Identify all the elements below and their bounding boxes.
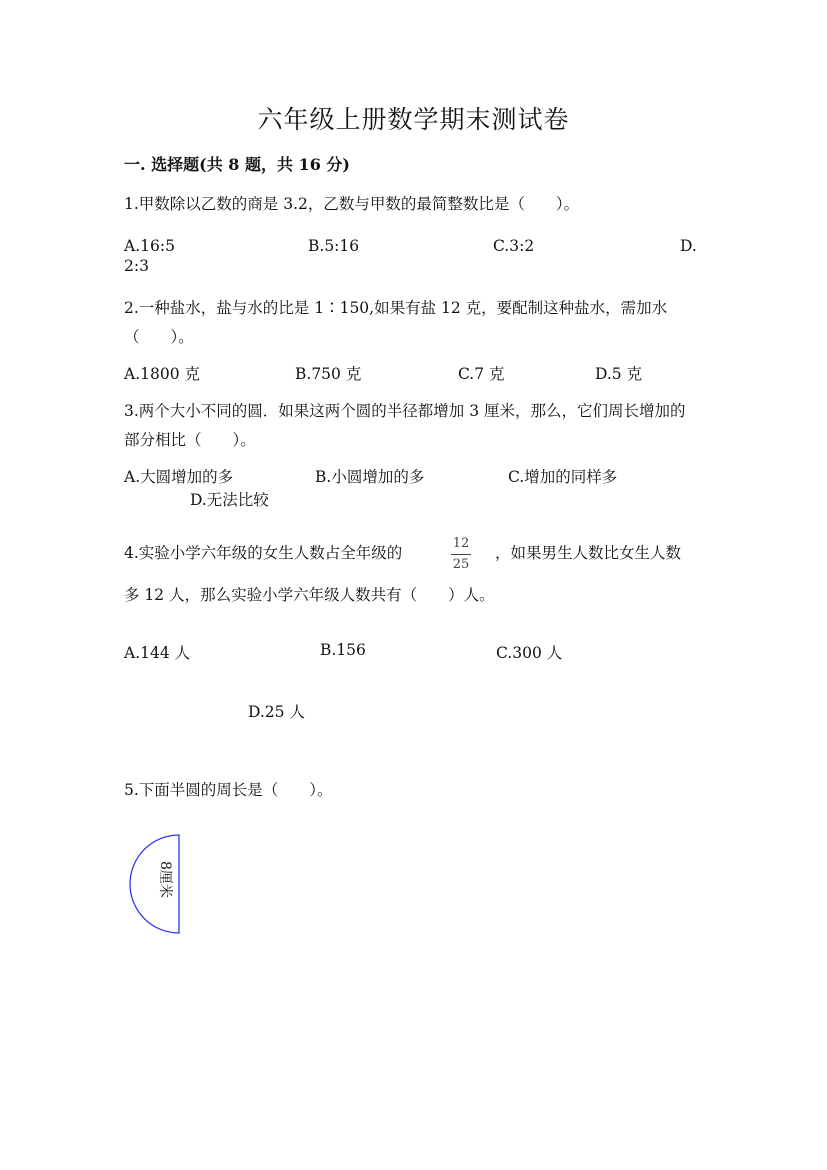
question-2-option-d[interactable]: D.5 克	[595, 365, 643, 383]
semicircle-figure	[125, 832, 185, 940]
question-1-option-d-value: 2:3	[124, 257, 149, 275]
question-3-option-d[interactable]: D.无法比较	[190, 491, 269, 509]
question-2-option-a[interactable]: A.1800 克	[124, 365, 200, 383]
question-1-option-b[interactable]: B.5:16	[308, 237, 360, 255]
question-4-fraction	[449, 536, 473, 573]
section-heading: 一. 选择题(共 8 题，共 16 分)	[124, 155, 350, 174]
question-1-option-c[interactable]: C.3:2	[493, 237, 535, 255]
semicircle-diameter-label: 8厘米	[157, 861, 173, 898]
question-2-option-c[interactable]: C.7 克	[458, 365, 505, 383]
question-4-option-b[interactable]: B.156	[320, 641, 366, 659]
question-4-stem-part1: 4.实验小学六年级的女生人数占全年级的	[124, 544, 403, 562]
fraction-bar	[451, 554, 471, 555]
question-1-stem: 1.甲数除以乙数的商是 3.2，乙数与甲数的最简整数比是（ ）。	[124, 195, 580, 213]
question-4-option-c[interactable]: C.300 人	[496, 644, 563, 662]
question-3-stem: 3.两个大小不同的圆．如果这两个圆的半径都增加 3 厘米，那么，它们周长增加的部分相比（ ）。	[124, 402, 686, 449]
semicircle-shape	[125, 832, 185, 936]
question-5-stem: 5.下面半圆的周长是（ ）。	[124, 781, 333, 799]
question-4-stem-part2: ，如果男生人数比女生人数	[495, 544, 682, 562]
fraction-denominator: 25	[452, 557, 470, 572]
fraction-numerator: 12	[452, 536, 470, 551]
question-2-stem: 2.一种盐水，盐与水的比是 1∶150,如果有盐 12 克，要配制这种盐水，需加水（ ）。	[124, 299, 668, 346]
question-2-option-b[interactable]: B.750 克	[295, 365, 362, 383]
question-1-option-a[interactable]: A.16:5	[124, 237, 175, 255]
page-title: 六年级上册数学期末测试卷	[257, 105, 570, 134]
question-3-option-a[interactable]: A.大圆增加的多	[124, 468, 234, 486]
question-4-option-d[interactable]: D.25 人	[248, 703, 305, 721]
question-3-option-b[interactable]: B.小圆增加的多	[315, 468, 425, 486]
question-4-stem-part3: 多 12 人，那么实验小学六年级人数共有（ ）人。	[124, 586, 495, 604]
question-1-option-d[interactable]: D.	[680, 237, 697, 255]
question-3-option-c[interactable]: C.增加的同样多	[508, 468, 618, 486]
question-4-option-a[interactable]: A.144 人	[124, 644, 191, 662]
